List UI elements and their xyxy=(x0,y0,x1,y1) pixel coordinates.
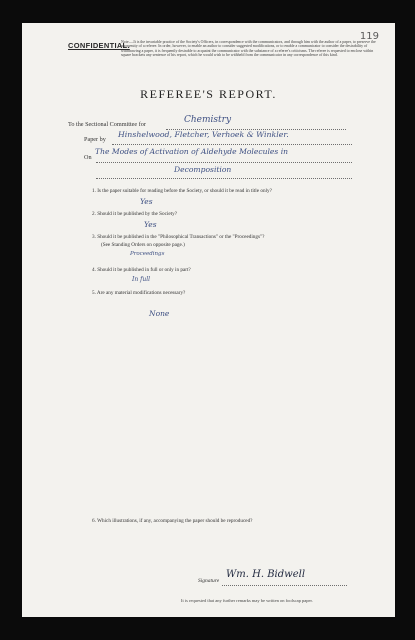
committee-value: Chemistry xyxy=(184,115,232,125)
on-value-line-1: The Modes of Activation of Aldehyde Molecules in xyxy=(95,147,289,156)
paper-by-value: Hinshelwood, Fletcher, Verhoek & Winkler. xyxy=(118,130,289,139)
question-4: 4. Should it be published in full or only in part? xyxy=(92,267,191,273)
on-line-1 xyxy=(96,162,352,163)
report-title: REFEREE'S REPORT. xyxy=(140,87,277,101)
question-3-subtext: (See Standing Orders on opposite page.) xyxy=(101,242,185,248)
question-5: 5. Are any material modifications necessary? xyxy=(92,290,186,296)
page-number: 119 xyxy=(359,31,379,42)
answer-5: None xyxy=(149,309,170,318)
answer-3: Proceedings xyxy=(130,251,165,257)
confidentiality-note: Note.—It is the invariable practice of the Society's Officers, in correspondence with the communicators, and through him with the author of a paper, to preserve the anonymity of a referee. In order, however, to enable an author to consider suggested modifications, or to enable a communicator to consider the desirability of withdrawing a paper, it is frequently desirable to acquaint the communicator with the substance of a referee's criticisms. The referee is requested to enclose within square brackets any sentence of his report, which he would wish to be withheld from the communicator in any correspondence of this kind. xyxy=(121,40,376,57)
signature-label: Signature xyxy=(198,578,220,584)
signature-line xyxy=(222,585,347,586)
paper-by-label: Paper by xyxy=(84,136,106,143)
paper-by-line xyxy=(112,144,352,145)
question-3: 3. Should it be published in the "Philosophical Transactions" or the "Proceedings"? xyxy=(92,234,265,240)
question-6: 6. Which illustrations, if any, accompanying the paper should be reproduced? xyxy=(92,518,253,524)
answer-1: Yes xyxy=(140,197,153,206)
on-label: On xyxy=(84,154,92,161)
answer-2: Yes xyxy=(144,220,157,229)
on-line-2 xyxy=(96,178,352,179)
answer-4: In full xyxy=(132,276,151,283)
committee-label: To the Sectional Committee for xyxy=(68,121,146,128)
question-1: 1. Is the paper suitable for reading before the Society, or should it be read in title only? xyxy=(92,188,272,194)
on-value-line-2: Decomposition xyxy=(174,165,232,174)
confidential-heading: CONFIDENTIAL. xyxy=(68,41,130,50)
question-2: 2. Should it be published by the Society? xyxy=(92,211,178,217)
footnote: It is requested that any further remarks may be written on foolscap paper. xyxy=(181,598,313,603)
signature-value: Wm. H. Bidwell xyxy=(226,569,306,580)
referee-report-page xyxy=(22,23,395,617)
